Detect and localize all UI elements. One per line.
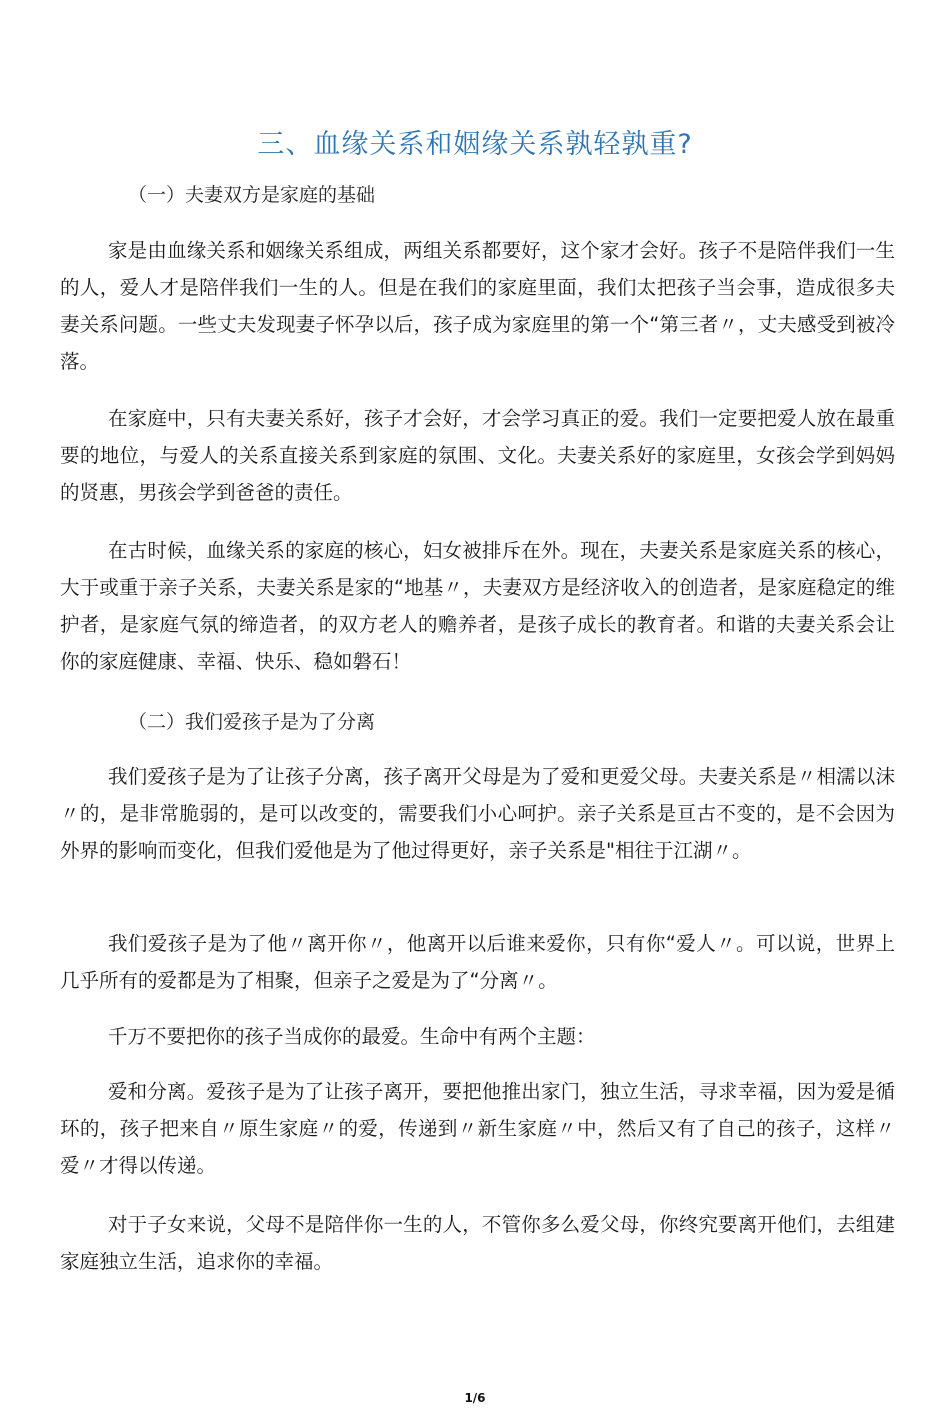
paragraph-1: 家是由血缘关系和姻缘关系组成，两组关系都要好，这个家才会好。孩子不是陪伴我们一生的人，爱人才是陪伴我们一生的人。但是在我们的家庭里面，我们太把孩子当会事，造成很多夫妻关系问题。一些丈夫发现妻子怀孕以后，孩子成为家庭里的第一个“第三者〃，丈夫感受到被冷落。 (60, 239, 895, 373)
paragraph-4: 我们爱孩子是为了让孩子分离，孩子离开父母是为了爱和更爱父母。夫妻关系是〃相濡以沫〃的，是非常脆弱的，是可以改变的，需要我们小心呵护。亲子关系是亘古不变的，是不会因为外界的影响而变化，但我们爱他是为了他过得更好，亲子关系是"相往于江湖〃。 (60, 765, 895, 862)
paragraph-3: 在古时候，血缘关系的家庭的核心，妇女被排斥在外。现在，夫妻关系是家庭关系的核心，大于或重于亲子关系，夫妻关系是家的“地基〃，夫妻双方是经济收入的创造者，是家庭稳定的维护者，是家庭气氛的缔造者，的双方老人的赡养者，是孩子成长的教育者。和谐的夫妻关系会让你的家庭健康、幸福、快乐、稳如磐石！ (60, 539, 895, 673)
paragraph-5: 我们爱孩子是为了他〃离开你〃，他离开以后谁来爱你，只有你“爱人〃。可以说，世界上几乎所有的爱都是为了相聚，但亲子之爱是为了“分离〃。 (60, 932, 895, 992)
section-heading-2: （二）我们爱孩子是为了分离 (128, 711, 376, 733)
paragraph-6: 千万不要把你的孩子当成你的最爱。生命中有两个主题： (108, 1025, 596, 1048)
section-heading-1: （一）夫妻双方是家庭的基础 (128, 184, 376, 206)
paragraph-7: 爱和分离。爱孩子是为了让孩子离开，要把他推出家门，独立生活，寻求幸福，因为爱是循环的，孩子把来自〃原生家庭〃的爱，传递到〃新生家庭〃中，然后又有了自己的孩子，这样〃爱〃才得以传递。 (60, 1080, 895, 1177)
document-title: 三、血缘关系和姻缘关系孰轻孰重? (257, 129, 693, 160)
paragraph-2: 在家庭中，只有夫妻关系好，孩子才会好，才会学习真正的爱。我们一定要把爱人放在最重要的地位，与爱人的关系直接关系到家庭的氛围、文化。夫妻关系好的家庭里，女孩会学到妈妈的贤惠，男孩会学到爸爸的责任。 (60, 407, 895, 504)
page-number: 1/6 (464, 1391, 486, 1405)
paragraph-8: 对于子女来说，父母不是陪伴你一生的人，不管你多么爱父母，你终究要离开他们，去组建家庭独立生活，追求你的幸福。 (60, 1213, 895, 1273)
